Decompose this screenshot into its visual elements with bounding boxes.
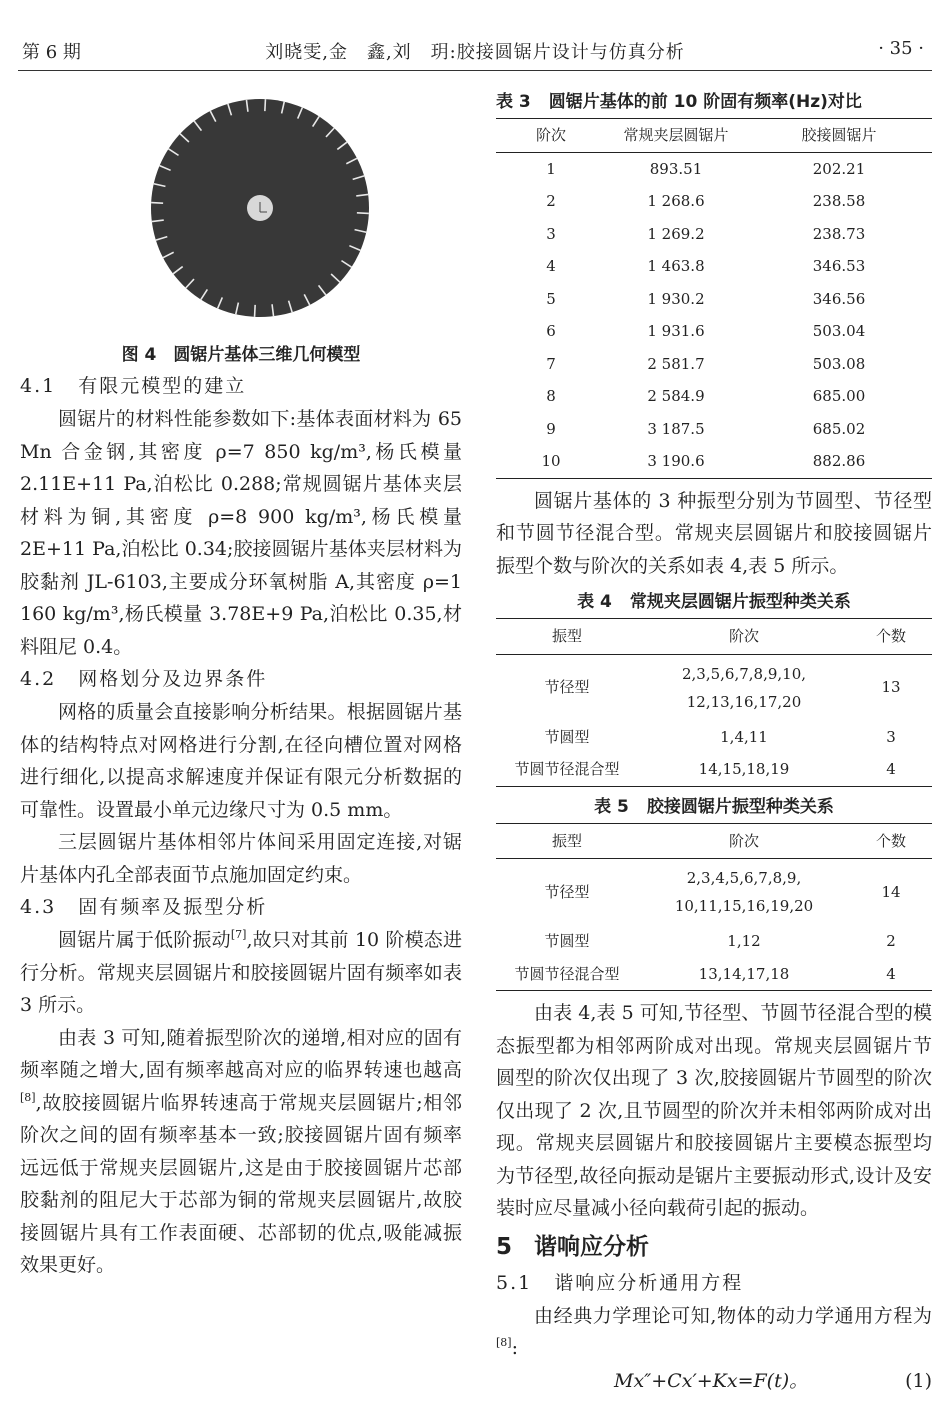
section-number: 4.2 (20, 668, 57, 690)
table-cell: 1 931.6 (647, 322, 705, 340)
paragraph: 网格的质量会直接影响分析结果。根据圆锯片基体的结构特点对网格进行分割,在径向槽位置对网格进行细化,以提高求解速度并保证有限元分析数据的可靠性。设置最小单元边缘尺寸为 0.5 mm。 (20, 701, 462, 821)
table-row (496, 348, 932, 381)
table-cell: 13 (881, 678, 901, 697)
table-cell: 3 (886, 727, 896, 746)
table-number: 表 5 (594, 796, 629, 817)
text-run: 圆锯片属于低阶振动 (58, 929, 231, 951)
table-row (496, 380, 932, 413)
text-run: 由经典力学理论可知,物体的动力学通用方程为 (534, 1304, 932, 1327)
table-number: 表 4 (577, 592, 612, 612)
section-heading (20, 370, 462, 403)
table-cell: 685.00 (812, 387, 866, 405)
text-run: 由表 3 可知,随着振型阶次的递增,相对应的固有频率随之增大,固有频率越高对应的临界转速也越高 (20, 1026, 462, 1081)
order-line: 10,11,15,16,19,20 (674, 897, 814, 915)
section-number: 4.1 (20, 375, 57, 397)
table-4 (496, 618, 932, 787)
issue-label: 第 6 期 (22, 42, 81, 63)
section-heading (496, 1227, 932, 1267)
table-cell: 503.04 (812, 322, 866, 340)
header-rule (18, 70, 932, 71)
table-cell: 节圆节径混合型 (496, 958, 638, 991)
table-cell: 238.58 (812, 192, 866, 210)
citation: [8] (20, 1090, 36, 1104)
table-title: 常规夹层圆锯片振型种类关系 (629, 592, 851, 612)
table-cell: 2 (886, 932, 896, 950)
table-cell: 13,14,17,18 (638, 958, 850, 991)
table-row (496, 250, 932, 283)
right-column (496, 88, 932, 1399)
table-cell: 8 (546, 387, 556, 405)
table-5-title (496, 791, 932, 823)
table-cell: 1 463.8 (647, 257, 705, 275)
paragraph (20, 924, 462, 1022)
order-line: 2,3,4,5,6,7,8,9, (686, 869, 802, 887)
section-title: 谐响应分析通用方程 (554, 1271, 744, 1294)
equation-formula: Mx″+Cx′+Kx=F(t)。 (614, 1369, 809, 1392)
table-cell: 14 (881, 882, 901, 901)
table-cell: 节圆节径混合型 (496, 753, 638, 786)
section-title: 网格划分及边界条件 (78, 668, 268, 690)
running-title: 刘晓雯,金 鑫,刘 玥:胶接圆锯片设计与仿真分析 (265, 42, 685, 63)
table-row (496, 315, 932, 348)
table-3-title (496, 86, 932, 118)
citation: [7] (230, 928, 247, 941)
radial-slot (151, 203, 163, 204)
text-run: ,故只对其前 10 阶模态进行分析。常规夹层圆锯片和胶接圆锯片固有频率如表 3 所示。 (20, 929, 462, 1016)
table-number: 表 3 (496, 92, 531, 112)
paragraph: 三层圆锯片基体相邻片体间采用固定连接,对锯片基体内孔全部表面节点施加固定约束。 (20, 831, 462, 886)
table-5 (496, 823, 932, 992)
column-header: 常规夹层圆锯片 (623, 126, 729, 144)
order-line: 2,3,5,6,7,8,9,10, (681, 664, 807, 683)
table-cell: 14,15,18,19 (638, 753, 850, 786)
paragraph: 圆锯片基体的 3 种振型分别为节圆型、节径型和节圆节径混合型。常规夹层圆锯片和胶接圆锯片振型个数与阶次的关系如表 4,表 5 所示。 (496, 489, 932, 577)
table-cell: 238.73 (812, 224, 866, 243)
table-cell: 1 268.6 (647, 192, 705, 210)
table-cell: 节圆型 (544, 932, 590, 950)
paragraph: 圆锯片的材料性能参数如下:基体表面材料为 65 Mn 合金钢,其密度 ρ=7 850 kg/m³,杨氏模量 2.11E+11 Pa,泊松比 0.288;常规圆锯片基体夹层材料为铜,其密度 ρ=8 900 kg/m³,杨氏模量 2E+11 Pa,泊松比 0.34;胶接圆锯片基体夹层材料为胶黏剂 JL-6103,主要成分环氧树脂 A,其密度 ρ=1 160 kg/m³,杨氏模量 3.78E+9 Pa,泊松比 0.35,材料阻尼 0.4。 (20, 408, 462, 658)
table-cell: 503.08 (812, 354, 866, 373)
table-cell: 1,12 (727, 932, 761, 950)
section-number: 4.3 (20, 896, 57, 918)
table-row (496, 753, 932, 786)
table-row (496, 654, 932, 721)
figure-caption: 图 4 圆锯片基体三维几何模型 (121, 345, 361, 365)
table-cell: 2 581.7 (647, 354, 705, 373)
radial-slot (265, 99, 266, 111)
figure-4 (20, 78, 462, 340)
section-title: 谐响应分析 (534, 1233, 650, 1260)
section-number: 5 (496, 1233, 513, 1260)
page-number: · 35 · (878, 38, 924, 59)
column-header: 振型 (496, 823, 638, 859)
table-cell: 6 (546, 322, 556, 340)
table-cell: 10 (541, 452, 561, 470)
table-cell: 节径型 (544, 882, 590, 901)
table-cell: 节径型 (544, 678, 590, 697)
table-cell: 2 584.9 (647, 387, 705, 405)
table-row (496, 859, 932, 926)
equation-number: (1) (905, 1369, 932, 1392)
column-header: 阶次 (535, 126, 566, 144)
paragraph (20, 1022, 462, 1282)
table-4-title (496, 586, 932, 618)
table-title: 胶接圆锯片振型种类关系 (646, 796, 834, 817)
table-title: 圆锯片基体的前 10 阶固有频率(Hz)对比 (548, 92, 862, 112)
table-cell: 685.02 (812, 419, 866, 438)
table-cell (638, 859, 850, 926)
table-cell: 7 (546, 354, 556, 373)
section-heading (20, 663, 462, 696)
table-row (496, 958, 932, 991)
table-cell: 882.86 (812, 452, 866, 470)
column-header: 个数 (850, 619, 932, 655)
section-heading (496, 1267, 932, 1300)
table-header-row (496, 119, 932, 153)
table-cell: 5 (546, 289, 556, 308)
table-cell: 1 (546, 159, 556, 178)
column-header: 阶次 (638, 619, 850, 655)
table-header-row (496, 823, 932, 859)
section-title: 有限元模型的建立 (78, 375, 247, 397)
table-cell: 2 (546, 192, 556, 210)
table-cell: 4 (850, 958, 932, 991)
saw-blade-model (150, 98, 370, 318)
table-row (496, 152, 932, 185)
radial-slot (255, 305, 256, 317)
table-cell: 3 (546, 224, 556, 243)
text-run: : (511, 1337, 518, 1359)
column-header: 阶次 (638, 823, 850, 859)
paragraph (496, 1300, 932, 1365)
table-cell: 893.51 (649, 159, 703, 178)
table-row (496, 721, 932, 754)
table-3 (496, 118, 932, 479)
column-header: 振型 (496, 619, 638, 655)
table-cell: 节圆型 (544, 727, 590, 746)
section-number: 5.1 (496, 1271, 533, 1294)
table-header-row (496, 619, 932, 655)
table-cell: 3 190.6 (647, 452, 705, 470)
section-heading (20, 891, 462, 924)
table-cell (638, 654, 850, 721)
table-cell: 4 (850, 753, 932, 786)
text-run: ,故胶接圆锯片临界转速高于常规夹层圆锯片;相邻阶次之间的固有频率基本一致;胶接圆锯片固有频率远远低于常规夹层圆锯片,这是由于胶接圆锯片芯部胶黏剂的阻尼大于芯部为铜的常规夹层圆锯片,故胶接圆锯片具有工作表面硬、芯部韧的优点,吸能减振效果更好。 (20, 1091, 462, 1276)
table-cell: 9 (546, 419, 556, 438)
table-row (496, 413, 932, 446)
left-column (20, 78, 462, 1282)
table-row (496, 925, 932, 958)
table-cell: 4 (546, 257, 556, 275)
order-line: 12,13,16,17,20 (686, 692, 802, 711)
page-header (0, 28, 950, 68)
table-row (496, 185, 932, 218)
table-cell: 1 930.2 (647, 289, 705, 308)
section-title: 固有频率及振型分析 (78, 896, 268, 918)
table-cell: 1,4,11 (720, 727, 768, 746)
paragraph: 由表 4,表 5 可知,节径型、节圆节径混合型的模态振型都为相邻两阶成对出现。常规夹层圆锯片节圆型的阶次仅出现了 3 次,胶接圆锯片节圆型的阶次仅出现了 2 次,且节圆型的阶次并未相邻两阶成对出现。常规夹层圆锯片和胶接圆锯片主要模态振型均为节径型,故径向振动是锯片主要振动形式,设计及安装时应尽量减小径向载荷引起的振动。 (496, 1002, 932, 1219)
table-cell: 202.21 (812, 159, 866, 178)
table-cell: 1 269.2 (647, 224, 705, 243)
table-row (496, 218, 932, 251)
table-row (496, 445, 932, 478)
equation-1 (496, 1365, 932, 1399)
table-cell: 3 187.5 (647, 419, 705, 438)
radial-slot (357, 213, 369, 214)
column-header: 胶接圆锯片 (801, 126, 877, 144)
table-cell: 346.53 (812, 257, 866, 275)
table-row (496, 283, 932, 316)
table-cell: 346.56 (812, 289, 866, 308)
column-header: 个数 (850, 823, 932, 859)
citation: [8] (496, 1336, 512, 1349)
